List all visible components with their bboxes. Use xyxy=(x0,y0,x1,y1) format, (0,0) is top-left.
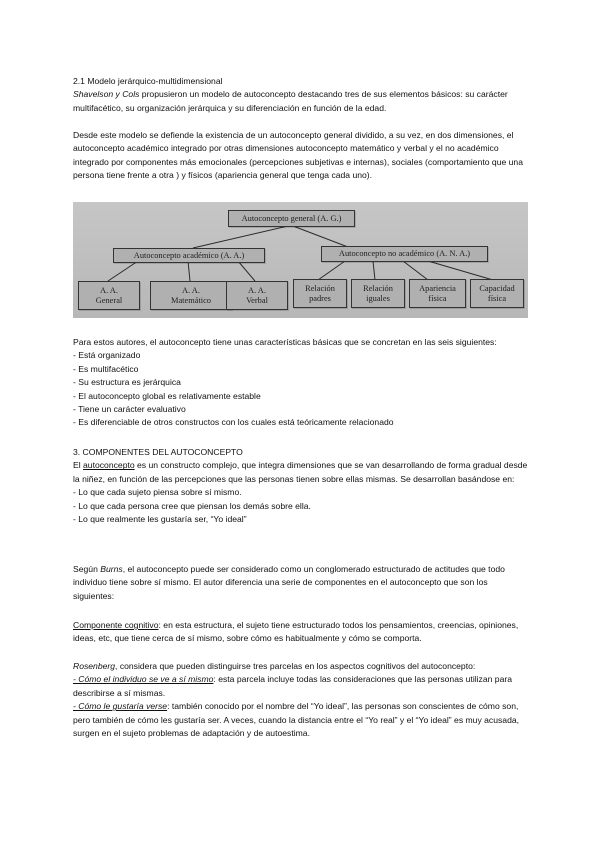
list-item: - Lo que realmente les gustaría ser, “Yo ideal” xyxy=(73,514,247,525)
list-item: - Es diferenciable de otros constructos con los cuales está teóricamente relacionado xyxy=(73,417,394,428)
cognitive-paragraph: Componente cognitivo: en esta estructura, el sujeto tiene estructurado todos los pensamientos, creencias, opiniones, ideas, etc, que tiene cerca de sí mismo, sobre cómo es habitualmente y cómo se comporta. xyxy=(73,620,519,644)
list-item: - Lo que cada sujeto piensa sobre sí mismo. xyxy=(73,487,242,498)
term-componente-cognitivo: Componente cognitivo xyxy=(73,620,159,630)
non-academic-node: Autoconcepto no académico (A. N. A.) xyxy=(321,246,488,262)
model-paragraph: Desde este modelo se defiende la existencia de un autoconcepto general dividido, a su vez, en dos dimensiones, el autoconcepto académico integrado por otras dimensiones autoconcepto matemático y verbal y el no académico integrado por componentes más emocionales (percepciones subjetivas e internas), sociales (comportamiento que una persona tiene frente a otra ) y físicos (apariencia general que tenga cada uno). xyxy=(73,130,523,181)
term-self-view: - Cómo el individuo se ve a sí mismo xyxy=(73,674,214,685)
rosenberg-section: Rosenberg, considera que pueden distinguirse tres parcelas en los aspectos cognitivos del autoconcepto: - Cómo el individuo se ve a sí mismo: esta parcela incluye todas las consideraciones que las personas utilizan para describirse a sí mismas. - Cómo le gustaría verse: también conocido por el nombre del “Yo ideal”, las personas son conscientes de cómo son, pero también de cómo les gustaría ser. A veces, cuando la distancia entre el “Yo real” y el “Yo ideal” es muy acusada, surgen en el sujeto problemas de adaptación y de autoestima. xyxy=(73,660,528,740)
leaf-relacion-iguales: Relación iguales xyxy=(351,279,405,308)
self-concept-diagram xyxy=(73,202,528,318)
term-autoconcepto: autoconcepto xyxy=(83,460,135,471)
section-components xyxy=(73,446,528,526)
list-item: - Cómo el individuo se ve a sí mismo: esta parcela incluye todas las consideraciones que las personas utilizan para describirse a sí mismas. xyxy=(73,674,512,698)
leaf-aa-matematico: A. A. Matemático xyxy=(150,281,232,310)
characteristics-intro: Para estos autores, el autoconcepto tiene unas características básicas que se concretan en las seis siguientes: xyxy=(73,337,497,347)
author-name: Shavelson y Cols xyxy=(73,89,140,100)
leaf-capacidad-fisica: Capacidad física xyxy=(470,279,524,308)
author-name: Rosenberg xyxy=(73,661,116,671)
leaf-relacion-padres: Relación padres xyxy=(293,279,347,308)
list-item: - Está organizado xyxy=(73,350,141,361)
list-item: - Tiene un carácter evaluativo xyxy=(73,404,186,415)
leaf-aa-general: A. A. General xyxy=(78,281,140,310)
academic-node: Autoconcepto académico (A. A.) xyxy=(113,248,265,263)
list-item: - Lo que cada persona cree que piensan los demás sobre ella. xyxy=(73,500,311,511)
author-name: Burns xyxy=(100,564,123,574)
list-item: - El autoconcepto global es relativamente estable xyxy=(73,390,261,401)
burns-paragraph: Según Burns, el autoconcepto puede ser considerado como un conglomerado estructurado de actitudes que todo individuo tiene sobre sí mismo. El autor diferencia una serie de componentes en el autoconcepto que son los siguientes: xyxy=(73,564,505,601)
section-title: 3. COMPONENTES DEL AUTOCONCEPTO xyxy=(73,447,243,457)
root-node: Autoconcepto general (A. G.) xyxy=(228,210,355,227)
components-paragraph: El autoconcepto es un constructo complejo, que integra dimensiones que se van desarrollando de forma gradual desde la niñez, en función de las percepciones que las personas tienen sobre ellas mismas. Se desarrollan basándose en: xyxy=(73,460,528,484)
leaf-aa-verbal: A. A. Verbal xyxy=(226,281,288,310)
term-ideal-view: - Cómo le gustaría verse xyxy=(73,701,168,712)
section-model xyxy=(73,75,528,115)
characteristics-section xyxy=(73,336,528,430)
list-item: - Cómo le gustaría verse: también conocido por el nombre del “Yo ideal”, las personas son conscientes de cómo son, pero también de cómo les gustaría ser. A veces, cuando la distancia entre el “Yo real” y el “Yo ideal” es muy acusada, surgen en el sujeto problemas de adaptación y de autoestima. xyxy=(73,701,520,739)
intro-paragraph: Shavelson y Cols propusieron un modelo de autoconcepto destacando tres de sus elementos básicos: su carácter multifacético, su organización jerárquica y su diferenciación en función de la edad. xyxy=(73,89,508,113)
list-item: - Su estructura es jerárquica xyxy=(73,377,181,388)
list-item: - Es multifacético xyxy=(73,363,139,374)
section-title: 2.1 Modelo jerárquico-multidimensional xyxy=(73,76,223,86)
leaf-apariencia-fisica: Apariencia física xyxy=(409,279,466,308)
